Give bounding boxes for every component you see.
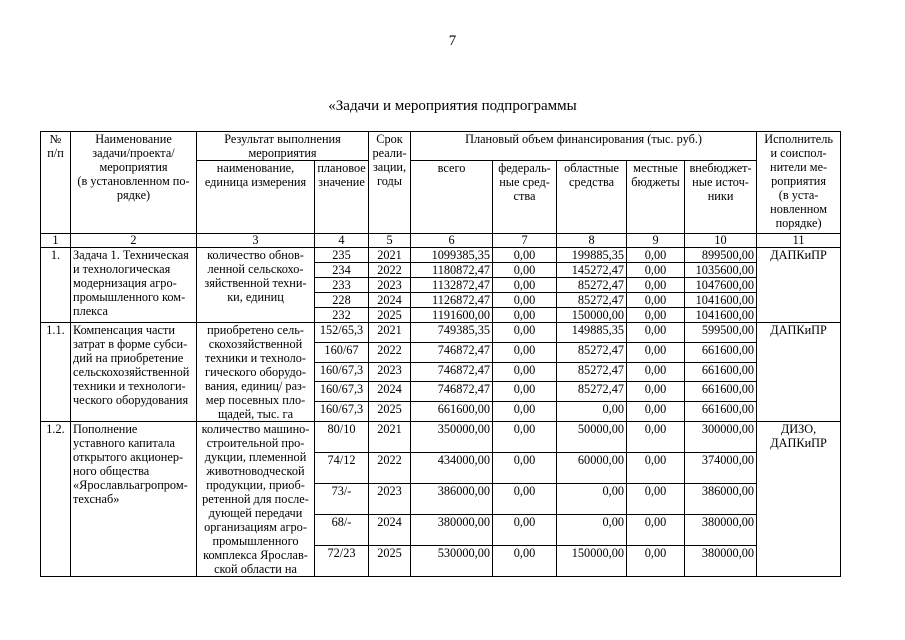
local-funding: 0,00: [627, 362, 685, 382]
federal-funding: 0,00: [493, 278, 557, 293]
planned-value: 235: [315, 248, 369, 263]
year: 2023: [369, 278, 411, 293]
result-name: количество обнов- ленной сельскохо- зяйственной техни- ки, единиц: [197, 248, 315, 323]
year: 2023: [369, 362, 411, 382]
regional-funding: 145272,47: [557, 263, 627, 278]
table-row: [41, 422, 841, 453]
planned-value: 234: [315, 263, 369, 278]
column-number: 10: [685, 234, 757, 248]
column-number: 9: [627, 234, 685, 248]
table-row: [41, 323, 841, 343]
year: 2025: [369, 308, 411, 323]
federal-funding: 0,00: [493, 263, 557, 278]
total-funding: 1099385,35: [411, 248, 493, 263]
planned-value: 80/10: [315, 422, 369, 453]
header-name: Наименование задачи/проекта/ мероприятия (в установленном по- рядке): [71, 132, 197, 234]
planned-value: 160/67,3: [315, 382, 369, 402]
year: 2022: [369, 263, 411, 278]
total-funding: 1191600,00: [411, 308, 493, 323]
header-federal: федераль- ные сред- ства: [493, 161, 557, 234]
federal-funding: 0,00: [493, 484, 557, 515]
column-number: 6: [411, 234, 493, 248]
year: 2022: [369, 453, 411, 484]
local-funding: 0,00: [627, 546, 685, 577]
column-number: 2: [71, 234, 197, 248]
local-funding: 0,00: [627, 308, 685, 323]
extrabudget-funding: 899500,00: [685, 248, 757, 263]
column-number: 8: [557, 234, 627, 248]
extrabudget-funding: 380000,00: [685, 515, 757, 546]
column-number: 5: [369, 234, 411, 248]
local-funding: 0,00: [627, 278, 685, 293]
regional-funding: 85272,47: [557, 342, 627, 362]
task-name: Пополнение уставного капитала открытого акционер- ного общества «Ярославльагропром- техснаб»: [71, 422, 197, 577]
federal-funding: 0,00: [493, 382, 557, 402]
federal-funding: 0,00: [493, 515, 557, 546]
year: 2024: [369, 515, 411, 546]
task-name: Задача 1. Техническая и технологическая модернизация агро- промышленного ком- плекса: [71, 248, 197, 323]
header-num: № п/п: [41, 132, 71, 234]
local-funding: 0,00: [627, 484, 685, 515]
executors: ДАПКиПР: [757, 323, 841, 422]
extrabudget-funding: 1041600,00: [685, 293, 757, 308]
header-result: Результат выполнения мероприятия: [197, 132, 369, 161]
planned-value: 233: [315, 278, 369, 293]
year: 2025: [369, 402, 411, 422]
planned-value: 160/67,3: [315, 402, 369, 422]
regional-funding: 150000,00: [557, 308, 627, 323]
column-number: 4: [315, 234, 369, 248]
extrabudget-funding: 386000,00: [685, 484, 757, 515]
task-number: 1.: [41, 248, 71, 323]
total-funding: 746872,47: [411, 382, 493, 402]
task-number: 1.2.: [41, 422, 71, 577]
header-funding: Плановый объем финансирования (тыс. руб.): [411, 132, 757, 161]
column-number: 3: [197, 234, 315, 248]
table-row: [41, 248, 841, 263]
planned-value: 228: [315, 293, 369, 308]
total-funding: 1180872,47: [411, 263, 493, 278]
federal-funding: 0,00: [493, 342, 557, 362]
result-name: количество машино- строительной про- дукции, племенной животноводческой продукции, приоб- ретенной для после- дующей передачи организациям агро- промышленного комплекса Ярослав- ской области на: [197, 422, 315, 577]
page-number: 7: [448, 33, 457, 49]
extrabudget-funding: 661600,00: [685, 362, 757, 382]
extrabudget-funding: 661600,00: [685, 402, 757, 422]
local-funding: 0,00: [627, 382, 685, 402]
federal-funding: 0,00: [493, 362, 557, 382]
executors: ДИЗО, ДАПКиПР: [757, 422, 841, 577]
planned-value: 152/65,3: [315, 323, 369, 343]
extrabudget-funding: 1035600,00: [685, 263, 757, 278]
federal-funding: 0,00: [493, 546, 557, 577]
total-funding: 746872,47: [411, 342, 493, 362]
local-funding: 0,00: [627, 453, 685, 484]
subprogram-table: [40, 131, 841, 577]
extrabudget-funding: 661600,00: [685, 382, 757, 402]
total-funding: 386000,00: [411, 484, 493, 515]
regional-funding: 199885,35: [557, 248, 627, 263]
local-funding: 0,00: [627, 263, 685, 278]
local-funding: 0,00: [627, 515, 685, 546]
planned-value: 160/67,3: [315, 362, 369, 382]
executors: ДАПКиПР: [757, 248, 841, 323]
extrabudget-funding: 374000,00: [685, 453, 757, 484]
federal-funding: 0,00: [493, 323, 557, 343]
task-number: 1.1.: [41, 323, 71, 422]
header-result-name: наименование, единица измерения: [197, 161, 315, 234]
header-local: местные бюджеты: [627, 161, 685, 234]
task-name: Компенсация части затрат в форме субси- дий на приобретение сельскохозяйственной техники и технологи- ческого оборудования: [71, 323, 197, 422]
header-term: Срок реали- зации, годы: [369, 132, 411, 234]
result-name: приобретено сель- скохозяйственной техники и техноло- гического оборудо- вания, единиц/ раз- мер посевных пло- щадей, тыс. га: [197, 323, 315, 422]
total-funding: 380000,00: [411, 515, 493, 546]
federal-funding: 0,00: [493, 402, 557, 422]
planned-value: 74/12: [315, 453, 369, 484]
extrabudget-funding: 380000,00: [685, 546, 757, 577]
regional-funding: 85272,47: [557, 362, 627, 382]
year: 2021: [369, 323, 411, 343]
planned-value: 68/-: [315, 515, 369, 546]
header-regional: областные средства: [557, 161, 627, 234]
year: 2023: [369, 484, 411, 515]
total-funding: 661600,00: [411, 402, 493, 422]
year: 2021: [369, 248, 411, 263]
regional-funding: 60000,00: [557, 453, 627, 484]
table-caption: «Задачи и мероприятия подпрограммы: [328, 98, 577, 114]
total-funding: 746872,47: [411, 362, 493, 382]
header-total: всего: [411, 161, 493, 234]
regional-funding: 149885,35: [557, 323, 627, 343]
federal-funding: 0,00: [493, 248, 557, 263]
year: 2024: [369, 293, 411, 308]
planned-value: 160/67: [315, 342, 369, 362]
header-result-planned: плановое значение: [315, 161, 369, 234]
header-extrabudget: внебюджет- ные источ- ники: [685, 161, 757, 234]
year: 2022: [369, 342, 411, 362]
extrabudget-funding: 599500,00: [685, 323, 757, 343]
planned-value: 232: [315, 308, 369, 323]
extrabudget-funding: 661600,00: [685, 342, 757, 362]
local-funding: 0,00: [627, 248, 685, 263]
federal-funding: 0,00: [493, 293, 557, 308]
local-funding: 0,00: [627, 402, 685, 422]
extrabudget-funding: 1047600,00: [685, 278, 757, 293]
regional-funding: 50000,00: [557, 422, 627, 453]
planned-value: 73/-: [315, 484, 369, 515]
column-number: 1: [41, 234, 71, 248]
column-number-row: [41, 234, 841, 248]
column-number: 7: [493, 234, 557, 248]
regional-funding: 85272,47: [557, 382, 627, 402]
extrabudget-funding: 300000,00: [685, 422, 757, 453]
year: 2025: [369, 546, 411, 577]
federal-funding: 0,00: [493, 453, 557, 484]
total-funding: 350000,00: [411, 422, 493, 453]
regional-funding: 0,00: [557, 402, 627, 422]
regional-funding: 0,00: [557, 515, 627, 546]
planned-value: 72/23: [315, 546, 369, 577]
local-funding: 0,00: [627, 342, 685, 362]
extrabudget-funding: 1041600,00: [685, 308, 757, 323]
regional-funding: 0,00: [557, 484, 627, 515]
federal-funding: 0,00: [493, 422, 557, 453]
total-funding: 530000,00: [411, 546, 493, 577]
total-funding: 749385,35: [411, 323, 493, 343]
year: 2024: [369, 382, 411, 402]
header-executors: Исполнитель и соиспол- нители ме- роприятия (в уста- новленном порядке): [757, 132, 841, 234]
total-funding: 1132872,47: [411, 278, 493, 293]
local-funding: 0,00: [627, 323, 685, 343]
local-funding: 0,00: [627, 422, 685, 453]
total-funding: 1126872,47: [411, 293, 493, 308]
local-funding: 0,00: [627, 293, 685, 308]
column-number: 11: [757, 234, 841, 248]
regional-funding: 85272,47: [557, 293, 627, 308]
total-funding: 434000,00: [411, 453, 493, 484]
federal-funding: 0,00: [493, 308, 557, 323]
regional-funding: 150000,00: [557, 546, 627, 577]
year: 2021: [369, 422, 411, 453]
regional-funding: 85272,47: [557, 278, 627, 293]
